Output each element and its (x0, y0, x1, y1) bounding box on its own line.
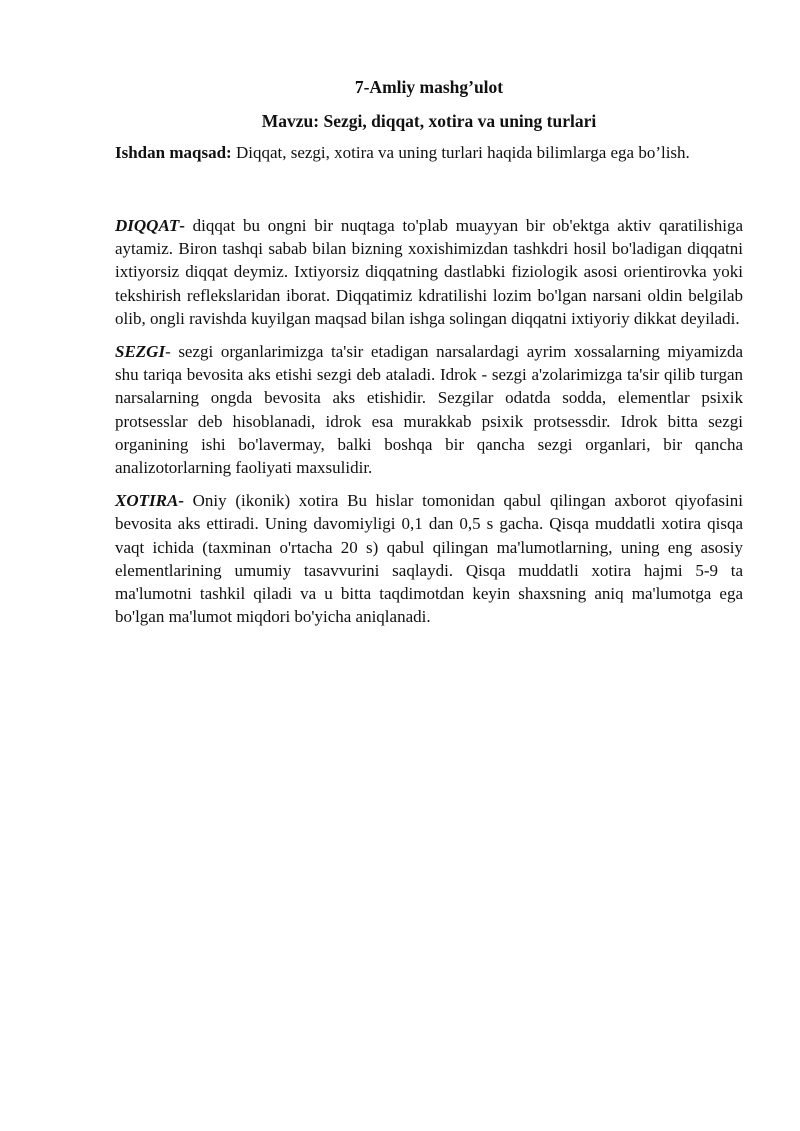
document-page (115, 74, 743, 638)
document-heading: 7-Amliy mashg’ulot (354, 77, 504, 97)
section-text: - sezgi organlarimizga ta'sir etadigan narsalardagi ayrim xossalarning miyamizda shu tariqa bevosita aks etishi sezgi deb ataladi. Idrok - sezgi a'zolarimizga ta'sir qilib turgan narsalarning ongda bevosita aks etishidir. Sezgilar odatda sodda, elementlar psixik protsesslar deb hisoblanadi, idrok esa murakkab psixik protsessdir. Idrok bitta sezgi organining ishi bo'lavermay, balki boshqa bir qancha sezgi organlari, bir qancha analizotorlarning faoliyati maxsulidir. (115, 342, 743, 478)
section-term-dash: - (178, 491, 184, 511)
section-term: DIQQAT (115, 216, 180, 235)
document-topic: Mavzu: Sezgi, diqqat, xotira va uning turlari (261, 111, 597, 131)
section-text: diqqat bu ongni bir nuqtaga to'plab muayyan bir ob'ektga aktiv qaratilishiga aytamiz. Biron tashqi sabab bilan bizning xoxishimizdan tashkdri hosil bo'ladigan diqqatni ixtiyorsiz diqqat deymiz. Ixtiyorsiz diqqatning dastlabki fiziologik asosi orientirovka yoki tekshirish reflekslaridan iborat. Diqqatimiz kdratilishi lozim bo'lgan narsani oldin belgilab olib, ongli ravishda kuyilgan maqsad bilan ishga solingan diqqatni ixtiyoriy dikkat deyiladi. (115, 216, 743, 328)
section-term-dash: - (179, 216, 185, 235)
section-term: SEZGI (115, 342, 166, 362)
section-sezgi (115, 340, 743, 479)
goal-label: Ishdan maqsad: (115, 143, 232, 162)
section-term: XOTIRA (115, 491, 179, 511)
goal-text: Diqqat, sezgi, xotira va uning turlari haqida bilimlarga ega bo’lish. (231, 143, 690, 162)
section-text: Oniy (ikonik) xotira Bu hislar tomonidan qabul qilingan axborot qiyofasini bevosita aks ettiradi. Uning davomiyligi 0,1 dan 0,5 s gacha. Qisqa muddatli xotira qisqa vaqt ichida (taxminan o'rtacha 20 s) qabul qilingan ma'lumotlarning, uning eng asosiy elementlarining umumiy tasavvurini saqlaydi. Qisqa muddatli xotira hajmi 5-9 ta ma'lumotni tashkil qiladi va u bitta taqdimotdan keyin shaxsning aniq ma'lumotga ega bo'lgan ma'lumot miqdori bo'yicha aniqlanadi. (115, 491, 743, 627)
section-xotira (115, 489, 743, 628)
goal-line (115, 141, 743, 165)
section-diqqat (115, 214, 743, 330)
